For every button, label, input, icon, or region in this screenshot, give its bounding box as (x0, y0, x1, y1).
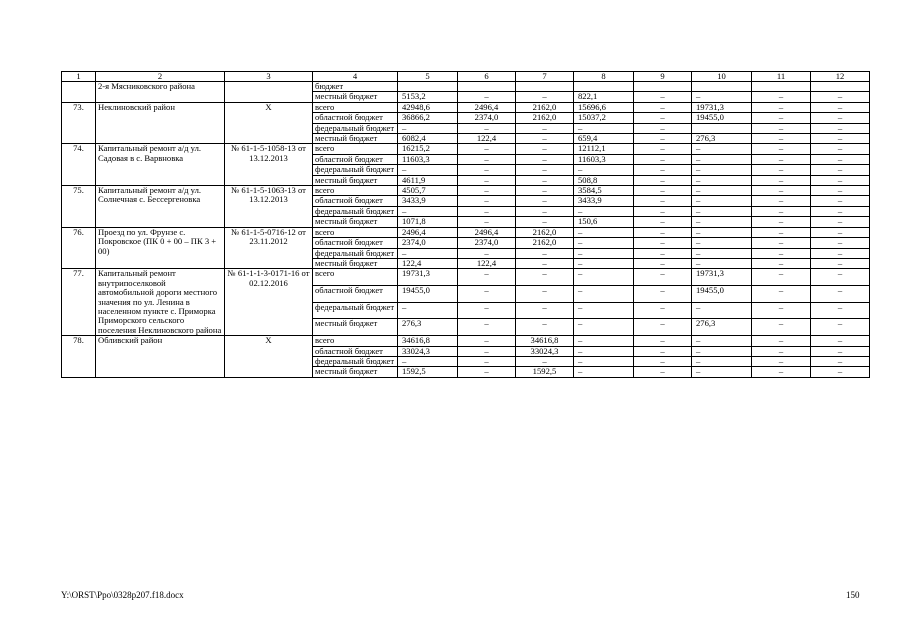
value-cell: 2374,0 (458, 238, 516, 248)
value-cell: – (752, 258, 811, 268)
value-cell: – (458, 175, 516, 185)
value-cell: – (752, 123, 811, 133)
value-cell: – (574, 286, 634, 303)
value-cell: 276,3 (692, 319, 752, 336)
source-cell: всего (313, 227, 398, 237)
value-cell (574, 82, 634, 92)
value-cell: – (811, 227, 870, 237)
value-cell: – (458, 269, 516, 286)
value-cell: 3433,9 (398, 196, 458, 206)
value-cell: – (692, 248, 752, 258)
value-cell: – (692, 175, 752, 185)
value-cell: – (811, 319, 870, 336)
value-cell: – (752, 186, 811, 196)
value-cell: – (811, 248, 870, 258)
value-cell (752, 82, 811, 92)
source-cell: областной бюджет (313, 154, 398, 164)
value-cell: – (692, 238, 752, 248)
source-cell: областной бюджет (313, 286, 398, 303)
value-cell: – (458, 165, 516, 175)
value-cell: 5153,2 (398, 92, 458, 102)
source-cell: областной бюджет (313, 346, 398, 356)
value-cell: – (752, 206, 811, 216)
value-cell: 122,4 (398, 258, 458, 268)
value-cell: – (752, 269, 811, 286)
value-cell: – (752, 238, 811, 248)
value-cell: – (752, 102, 811, 112)
value-cell: – (811, 196, 870, 206)
value-cell: – (516, 217, 574, 227)
value-cell: 11603,3 (398, 154, 458, 164)
value-cell: – (811, 154, 870, 164)
col-header: 12 (811, 72, 870, 82)
value-cell: – (574, 269, 634, 286)
value-cell: 822,1 (574, 92, 634, 102)
value-cell: – (811, 206, 870, 216)
value-cell: – (634, 102, 692, 112)
value-cell: – (634, 92, 692, 102)
value-cell: 33024,3 (516, 346, 574, 356)
value-cell: – (516, 92, 574, 102)
document-cell (225, 82, 313, 103)
value-cell (692, 123, 752, 133)
value-cell: – (398, 123, 458, 133)
source-cell: всего (313, 102, 398, 112)
item-number-cell: 73. (62, 102, 96, 144)
source-cell: местный бюджет (313, 367, 398, 377)
value-cell: – (692, 356, 752, 366)
value-cell: 1592,5 (516, 367, 574, 377)
item-name-cell: Капитальный ремонт а/д ул. Садовая в с. Варвновка (96, 144, 225, 186)
item-name-cell: 2-я Мясниковского района (96, 82, 225, 103)
value-cell: – (398, 356, 458, 366)
value-cell: 2162,0 (516, 238, 574, 248)
value-cell: – (634, 346, 692, 356)
col-header: 7 (516, 72, 574, 82)
value-cell: – (516, 154, 574, 164)
value-cell (811, 82, 870, 92)
source-cell: всего (313, 144, 398, 154)
value-cell (692, 82, 752, 92)
value-cell: – (634, 356, 692, 366)
value-cell: 2162,0 (516, 227, 574, 237)
value-cell: – (752, 175, 811, 185)
value-cell: – (516, 196, 574, 206)
value-cell: – (811, 92, 870, 102)
item-number-cell: 75. (62, 186, 96, 228)
value-cell: 508,8 (574, 175, 634, 185)
value-cell: – (458, 144, 516, 154)
value-cell: – (574, 248, 634, 258)
value-cell: 2496,4 (458, 102, 516, 112)
value-cell: – (574, 165, 634, 175)
value-cell: – (458, 186, 516, 196)
value-cell: – (634, 227, 692, 237)
value-cell: 19455,0 (692, 113, 752, 123)
value-cell: – (516, 248, 574, 258)
value-cell: – (458, 367, 516, 377)
value-cell: 19455,0 (398, 286, 458, 303)
value-cell: – (692, 92, 752, 102)
document-cell: № 61-1-5-1063-13 от 13.12.2013 (225, 186, 313, 228)
document-path: Y:\ORST\Ppo\0328p207.f18.docx (61, 590, 184, 600)
value-cell: – (516, 269, 574, 286)
source-cell: федеральный бюджет (313, 123, 398, 133)
col-header: 5 (398, 72, 458, 82)
value-cell: 122,4 (458, 258, 516, 268)
value-cell: – (398, 248, 458, 258)
value-cell: – (458, 336, 516, 346)
source-cell: федеральный бюджет (313, 206, 398, 216)
source-cell: местный бюджет (313, 134, 398, 144)
value-cell: – (516, 186, 574, 196)
source-cell: федеральный бюджет (313, 165, 398, 175)
table-row (62, 269, 870, 286)
header-row (62, 72, 870, 82)
value-cell: – (692, 367, 752, 377)
source-cell: бюджет (313, 82, 398, 92)
value-cell: – (692, 217, 752, 227)
source-cell: федеральный бюджет (313, 302, 398, 319)
item-name-cell: Обливский район (96, 336, 225, 378)
value-cell: – (811, 356, 870, 366)
col-header: 8 (574, 72, 634, 82)
value-cell: – (516, 356, 574, 366)
value-cell: – (752, 248, 811, 258)
document-cell: № 61-1-5-0716-12 от 23.11.2012 (225, 227, 313, 269)
col-header: 4 (313, 72, 398, 82)
value-cell: – (398, 165, 458, 175)
value-cell: – (811, 186, 870, 196)
value-cell: – (634, 336, 692, 346)
document-cell: № 61-1-5-1058-13 от 13.12.2013 (225, 144, 313, 186)
value-cell: 2162,0 (516, 113, 574, 123)
source-cell: областной бюджет (313, 113, 398, 123)
page-number: 150 (846, 590, 860, 600)
value-cell: – (811, 175, 870, 185)
item-number-cell: 76. (62, 227, 96, 269)
value-cell: – (634, 186, 692, 196)
value-cell: – (634, 113, 692, 123)
table-body (62, 82, 870, 378)
source-cell: местный бюджет (313, 217, 398, 227)
source-cell: областной бюджет (313, 196, 398, 206)
value-cell: 276,3 (398, 319, 458, 336)
value-cell: 19455,0 (692, 286, 752, 303)
value-cell: – (574, 302, 634, 319)
value-cell: – (634, 175, 692, 185)
value-cell: – (811, 165, 870, 175)
col-header: 3 (225, 72, 313, 82)
value-cell: – (634, 154, 692, 164)
source-cell: всего (313, 186, 398, 196)
source-cell: местный бюджет (313, 258, 398, 268)
value-cell: – (516, 165, 574, 175)
value-cell: – (634, 258, 692, 268)
value-cell: – (516, 134, 574, 144)
value-cell: – (634, 302, 692, 319)
value-cell: 19731,3 (692, 102, 752, 112)
value-cell: 15037,2 (574, 113, 634, 123)
value-cell: – (516, 286, 574, 303)
value-cell: – (634, 144, 692, 154)
table-row (62, 336, 870, 346)
value-cell: – (692, 165, 752, 175)
table-row (62, 82, 870, 92)
value-cell: 1592,5 (398, 367, 458, 377)
value-cell: 19731,3 (398, 269, 458, 286)
item-number-cell: 74. (62, 144, 96, 186)
value-cell: – (752, 319, 811, 336)
value-cell: 276,3 (692, 134, 752, 144)
value-cell: – (458, 248, 516, 258)
value-cell: – (811, 269, 870, 286)
value-cell: – (634, 123, 692, 133)
item-name-cell: Неклиновский район (96, 102, 225, 144)
value-cell: – (752, 165, 811, 175)
value-cell: – (752, 367, 811, 377)
value-cell: 2374,0 (398, 238, 458, 248)
value-cell: – (634, 269, 692, 286)
value-cell: – (752, 154, 811, 164)
table-row (62, 144, 870, 154)
source-cell: местный бюджет (313, 319, 398, 336)
col-header: 2 (96, 72, 225, 82)
value-cell: – (752, 144, 811, 154)
value-cell: – (458, 92, 516, 102)
col-header: 9 (634, 72, 692, 82)
value-cell: – (634, 134, 692, 144)
col-header: 11 (752, 72, 811, 82)
value-cell: – (398, 206, 458, 216)
source-cell: федеральный бюджет (313, 356, 398, 366)
value-cell: 122,4 (458, 134, 516, 144)
value-cell: 19731,3 (692, 269, 752, 286)
value-cell: – (516, 302, 574, 319)
value-cell: – (811, 134, 870, 144)
value-cell: – (634, 248, 692, 258)
table-row (62, 102, 870, 112)
value-cell: – (811, 217, 870, 227)
source-cell: местный бюджет (313, 92, 398, 102)
value-cell: – (752, 286, 811, 303)
source-cell: всего (313, 269, 398, 286)
value-cell: – (752, 196, 811, 206)
source-cell: местный бюджет (313, 175, 398, 185)
value-cell: 15696,6 (574, 102, 634, 112)
value-cell: – (752, 336, 811, 346)
value-cell: – (752, 356, 811, 366)
item-number-cell: 78. (62, 336, 96, 378)
value-cell: 42948,6 (398, 102, 458, 112)
value-cell: – (634, 217, 692, 227)
value-cell: – (398, 302, 458, 319)
value-cell: – (811, 102, 870, 112)
col-header: 6 (458, 72, 516, 82)
value-cell: – (692, 144, 752, 154)
col-header: 1 (62, 72, 96, 82)
value-cell: – (516, 144, 574, 154)
value-cell: – (516, 123, 574, 133)
value-cell: 12112,1 (574, 144, 634, 154)
value-cell: – (811, 286, 870, 303)
value-cell: – (692, 186, 752, 196)
value-cell: – (574, 227, 634, 237)
value-cell: – (574, 206, 634, 216)
value-cell: – (458, 302, 516, 319)
value-cell: 659,4 (574, 134, 634, 144)
value-cell: – (752, 227, 811, 237)
col-header: 10 (692, 72, 752, 82)
value-cell: 2496,4 (458, 227, 516, 237)
item-name-cell: Проезд по ул. Фрунзе с. Покровское (ПК 0 + 00 – ПК 3 + 00) (96, 227, 225, 269)
document-cell: Х (225, 336, 313, 378)
value-cell: – (458, 217, 516, 227)
value-cell: – (458, 196, 516, 206)
value-cell (516, 82, 574, 92)
value-cell: – (458, 286, 516, 303)
value-cell: – (752, 217, 811, 227)
value-cell: – (811, 336, 870, 346)
value-cell: – (516, 206, 574, 216)
value-cell: – (574, 346, 634, 356)
value-cell: – (634, 238, 692, 248)
value-cell: – (516, 175, 574, 185)
value-cell: 34616,8 (516, 336, 574, 346)
value-cell (458, 82, 516, 92)
value-cell: – (574, 319, 634, 336)
source-cell: федеральный бюджет (313, 248, 398, 258)
item-number-cell: 77. (62, 269, 96, 336)
value-cell (398, 82, 458, 92)
value-cell: – (811, 144, 870, 154)
value-cell: – (458, 123, 516, 133)
item-name-cell: Капитальный ремонт а/д ул. Солнечная с. Бессергеновка (96, 186, 225, 228)
value-cell: 150,6 (574, 217, 634, 227)
value-cell: – (811, 123, 870, 133)
value-cell: – (752, 134, 811, 144)
value-cell: 3433,9 (574, 196, 634, 206)
value-cell: 2374,0 (458, 113, 516, 123)
value-cell: – (752, 92, 811, 102)
value-cell: – (811, 258, 870, 268)
value-cell: – (634, 165, 692, 175)
value-cell: – (811, 113, 870, 123)
value-cell: – (692, 258, 752, 268)
value-cell: – (811, 367, 870, 377)
value-cell: – (634, 319, 692, 336)
value-cell: – (692, 336, 752, 346)
value-cell: – (692, 196, 752, 206)
value-cell: 34616,8 (398, 336, 458, 346)
item-name-cell: Капитальный ремонт внутрипоселковой автомобильной дороги местного значения по ул. Ленина в населенном пункте с. Приморка Приморского сельского поселения Неклиновского района (96, 269, 225, 336)
value-cell: – (574, 356, 634, 366)
value-cell: – (634, 196, 692, 206)
value-cell: 4505,7 (398, 186, 458, 196)
value-cell: – (752, 113, 811, 123)
value-cell: – (634, 206, 692, 216)
value-cell: – (752, 346, 811, 356)
table-row (62, 227, 870, 237)
value-cell: – (634, 286, 692, 303)
value-cell: 11603,3 (574, 154, 634, 164)
document-cell: № 61-1-1-3-0171-16 от 02.12.2016 (225, 269, 313, 336)
value-cell: – (458, 346, 516, 356)
value-cell: – (458, 319, 516, 336)
value-cell: – (458, 206, 516, 216)
value-cell: – (574, 367, 634, 377)
source-cell: областной бюджет (313, 238, 398, 248)
value-cell: 2496,4 (398, 227, 458, 237)
value-cell: 1071,8 (398, 217, 458, 227)
value-cell: – (692, 346, 752, 356)
document-cell: Х (225, 102, 313, 144)
value-cell: 6082,4 (398, 134, 458, 144)
value-cell: – (692, 302, 752, 319)
value-cell: – (811, 346, 870, 356)
value-cell: – (574, 258, 634, 268)
value-cell: – (516, 258, 574, 268)
budget-table (61, 71, 870, 378)
value-cell: 33024,3 (398, 346, 458, 356)
table-row (62, 186, 870, 196)
value-cell: 4611,9 (398, 175, 458, 185)
value-cell: – (692, 227, 752, 237)
value-cell: 36866,2 (398, 113, 458, 123)
value-cell (634, 82, 692, 92)
value-cell: – (811, 238, 870, 248)
source-cell: всего (313, 336, 398, 346)
value-cell: 2162,0 (516, 102, 574, 112)
value-cell: 3584,5 (574, 186, 634, 196)
value-cell: – (516, 319, 574, 336)
value-cell: – (811, 302, 870, 319)
value-cell: – (458, 356, 516, 366)
value-cell: – (574, 123, 634, 133)
value-cell: – (634, 367, 692, 377)
item-number-cell (62, 82, 96, 103)
value-cell: – (692, 206, 752, 216)
value-cell: – (574, 336, 634, 346)
value-cell: 16215,2 (398, 144, 458, 154)
value-cell: – (458, 154, 516, 164)
value-cell: – (752, 302, 811, 319)
value-cell: – (692, 154, 752, 164)
value-cell: – (574, 238, 634, 248)
